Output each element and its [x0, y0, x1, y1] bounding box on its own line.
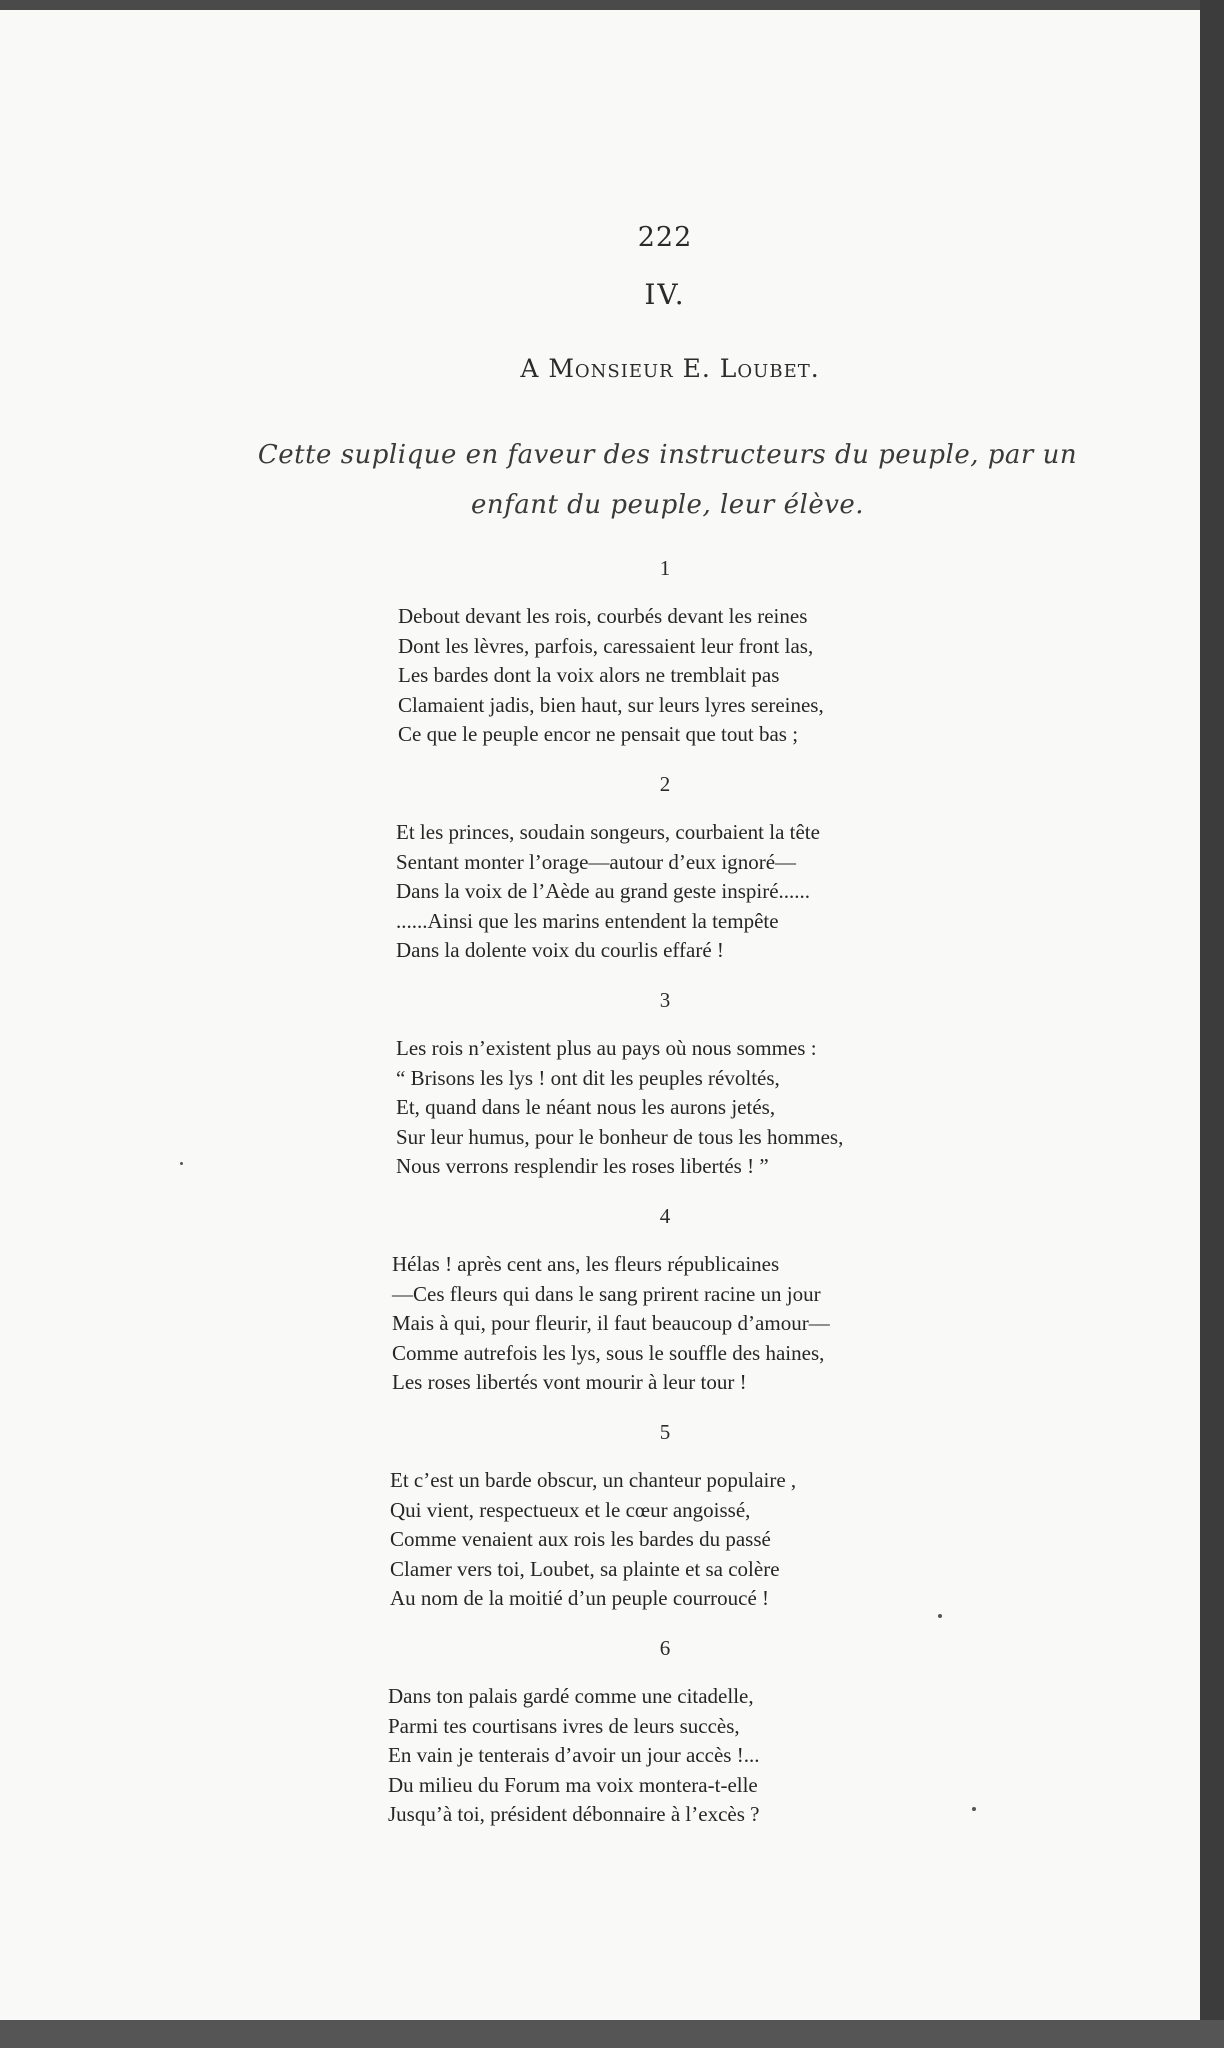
verse-line: Dans la voix de l’Aède au grand geste inspiré...... [396, 879, 811, 903]
stanza [396, 818, 820, 966]
verse-line: Jusqu’à toi, président débonnaire à l’excès ? [388, 1802, 760, 1826]
page-edge-right [1200, 0, 1224, 2048]
verse-line: Dans ton palais gardé comme une citadelle, [388, 1684, 754, 1708]
page-edge-bottom [0, 2020, 1224, 2048]
stanza-number: 6 [659, 1636, 671, 1660]
stanza-number: 1 [659, 556, 671, 580]
stanza-number: 3 [659, 988, 671, 1012]
verse-line: —Ces fleurs qui dans le sang prirent racine un jour [392, 1281, 821, 1306]
verse-line: Et c’est un barde obscur, un chanteur populaire , [390, 1468, 797, 1492]
page-number: 222 [637, 222, 693, 253]
scan-speck [972, 1807, 976, 1811]
verse-line: Sentant monter l’orage—autour d’eux ignoré— [396, 849, 797, 874]
verse-line: Qui vient, respectueux et le cœur angoissé, [390, 1497, 751, 1522]
verse-line: Du milieu du Forum ma voix montera-t-elle [388, 1772, 758, 1797]
verse-line: Sur leur humus, pour le bonheur de tous les hommes, [396, 1124, 844, 1149]
book-page [0, 10, 1200, 2020]
stanza-number: 4 [659, 1204, 671, 1228]
stanza-number: 5 [659, 1420, 671, 1444]
verse-line: Les bardes dont la voix alors ne tremblait pas [398, 663, 780, 687]
epigraph: Cette suplique en faveur des instructeurs du peuple, par un enfant du peuple, leur élève. [257, 440, 1078, 520]
verse-line: Dans la dolente voix du courlis effaré ! [396, 938, 724, 962]
verse-line: Parmi tes courtisans ivres de leurs succès, [388, 1713, 740, 1738]
stanza-number: 2 [659, 772, 671, 796]
verse-line: Clamer vers toi, Loubet, sa plainte et sa colère [390, 1556, 780, 1581]
verse-line: Comme autrefois les lys, sous le souffle des haines, [392, 1340, 825, 1365]
stanza [398, 602, 824, 750]
verse-line: Au nom de la moitié d’un peuple courroucé ! [390, 1586, 770, 1610]
verse-line: Mais à qui, pour fleurir, il faut beaucoup d’amour— [392, 1311, 830, 1335]
verse-line: Les rois n’existent plus au pays où nous sommes : [396, 1036, 817, 1060]
verse-line: Dont les lèvres, parfois, caressaient leur front las, [398, 633, 814, 658]
stanza [390, 1466, 796, 1614]
stanza [392, 1250, 830, 1398]
verse-line: Debout devant les rois, courbés devant les reines [398, 604, 808, 628]
verse-line: Comme venaient aux rois les bardes du passé [390, 1527, 771, 1551]
verse-line: Et les princes, soudain songeurs, courbaient la tête [396, 820, 820, 844]
verse-line: Et, quand dans le néant nous les aurons jetés, [396, 1095, 776, 1119]
dedication-heading: A Monsieur E. Loubet. [520, 354, 820, 383]
scan-speck [938, 1614, 942, 1618]
stanza [396, 1034, 843, 1182]
verse-line: Nous verrons resplendir les roses libertés ! ” [396, 1154, 769, 1178]
verse-line: Clamaient jadis, bien haut, sur leurs lyres sereines, [398, 692, 824, 717]
verse-line: Hélas ! après cent ans, les fleurs républicaines [392, 1252, 780, 1276]
stanza [388, 1682, 759, 1830]
section-number: IV. [644, 278, 686, 311]
verse-line: “ Brisons les lys ! ont dit les peuples révoltés, [396, 1065, 780, 1090]
verse-line: En vain je tenterais d’avoir un jour accès !... [388, 1743, 760, 1767]
verse-line: Ce que le peuple encor ne pensait que tout bas ; [398, 722, 799, 746]
verse-line: Les roses libertés vont mourir à leur tour ! [392, 1370, 747, 1394]
verse-line: ......Ainsi que les marins entendent la tempête [396, 908, 779, 933]
scan-speck [180, 1162, 183, 1165]
